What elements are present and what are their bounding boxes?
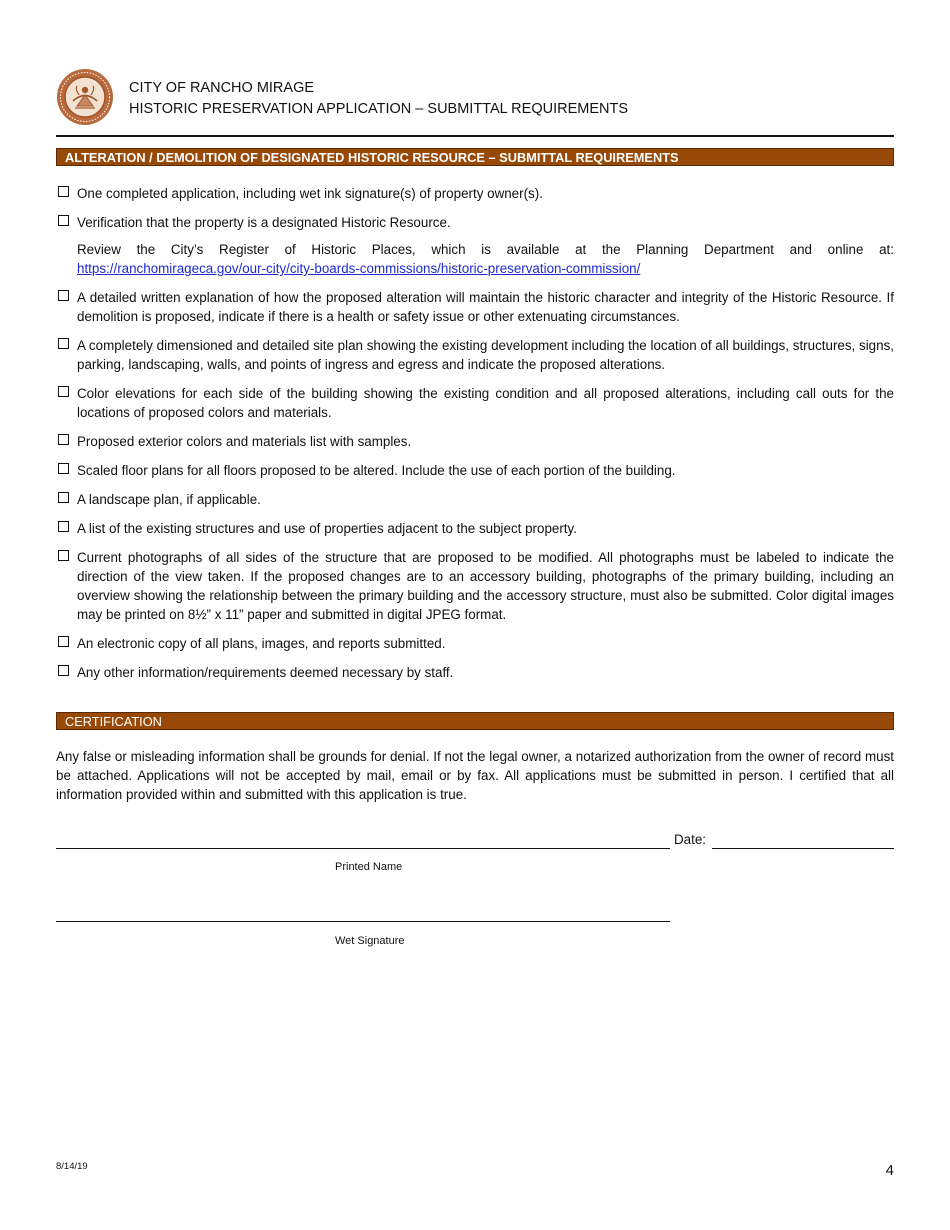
page-number: 4 xyxy=(885,1162,894,1179)
signature-label: Wet Signature xyxy=(335,935,405,947)
document-subtitle: HISTORIC PRESERVATION APPLICATION – SUBMITTAL REQUIREMENTS xyxy=(129,101,628,117)
printed-name-label: Printed Name xyxy=(335,861,403,873)
item-text: Proposed exterior colors and materials list with samples. xyxy=(77,434,412,449)
requirements-list xyxy=(56,184,894,692)
checkbox[interactable] xyxy=(58,186,69,197)
note-text: Review the City’s Register of Historic Places, which is available at the Planning Department and online at: xyxy=(77,242,894,257)
item-text: A list of the existing structures and use of properties adjacent to the subject property. xyxy=(77,521,577,536)
page-header xyxy=(56,68,894,134)
checkbox[interactable] xyxy=(58,463,69,474)
list-item xyxy=(56,288,894,326)
signature-field[interactable] xyxy=(56,921,670,922)
date-label: Date: xyxy=(674,832,707,847)
checkbox[interactable] xyxy=(58,550,69,561)
document-page xyxy=(56,0,894,1230)
list-item xyxy=(56,663,894,682)
section-heading-submittal: ALTERATION / DEMOLITION OF DESIGNATED HISTORIC RESOURCE – SUBMITTAL REQUIREMENTS xyxy=(56,148,894,166)
item-text: A landscape plan, if applicable. xyxy=(77,492,261,507)
checkbox[interactable] xyxy=(58,434,69,445)
header-text xyxy=(129,78,628,120)
city-seal-logo xyxy=(56,68,114,126)
item-text: A detailed written explanation of how the proposed alteration will maintain the historic character and integrity of the Historic Resource. If demolition is proposed, indicate if there is a health or safety issue or other extenuating circumstances. xyxy=(77,290,894,324)
checkbox[interactable] xyxy=(58,492,69,503)
checkbox[interactable] xyxy=(58,521,69,532)
list-item xyxy=(56,336,894,374)
item-text: One completed application, including wet ink signature(s) of property owner(s). xyxy=(77,186,543,201)
header-rule xyxy=(56,135,894,137)
section-heading-certification: CERTIFICATION xyxy=(56,712,894,730)
checkbox[interactable] xyxy=(58,665,69,676)
certification-text: Any false or misleading information shall be grounds for denial. If not the legal owner, a notarized authorization from the owner of record must be attached. Applications will not be accepted by mail, email or by fax. All applications must be submitted in person. I certified that all information provided within and submitted with this application is true. xyxy=(56,749,894,802)
checkbox[interactable] xyxy=(58,338,69,349)
item-text: An electronic copy of all plans, images, and reports submitted. xyxy=(77,636,446,651)
list-item xyxy=(56,432,894,451)
checkbox[interactable] xyxy=(58,290,69,301)
list-item xyxy=(56,461,894,480)
checkbox[interactable] xyxy=(58,386,69,397)
list-item xyxy=(56,213,894,232)
list-item xyxy=(56,548,894,624)
register-link[interactable]: https://ranchomirageca.gov/our-city/city-boards-commissions/historic-preservation-commission/ xyxy=(77,261,641,276)
item-text: Any other information/requirements deemed necessary by staff. xyxy=(77,665,454,680)
list-item xyxy=(56,519,894,538)
checkbox[interactable] xyxy=(58,636,69,647)
printed-name-field[interactable] xyxy=(56,848,670,849)
list-item xyxy=(56,490,894,509)
city-name: CITY OF RANCHO MIRAGE xyxy=(129,80,315,96)
register-note xyxy=(56,240,894,278)
checkbox[interactable] xyxy=(58,215,69,226)
list-item xyxy=(56,384,894,422)
item-text: Scaled floor plans for all floors proposed to be altered. Include the use of each portion of the building. xyxy=(77,463,676,478)
list-item xyxy=(56,184,894,203)
date-field[interactable] xyxy=(712,848,894,849)
revision-date: 8/14/19 xyxy=(56,1161,88,1172)
list-item xyxy=(56,634,894,653)
item-text: Color elevations for each side of the building showing the existing condition and all proposed alterations, including call outs for the locations of proposed colors and materials. xyxy=(77,386,894,420)
item-text: Verification that the property is a designated Historic Resource. xyxy=(77,215,451,230)
item-text: Current photographs of all sides of the structure that are proposed to be modified. All photographs must be labeled to indicate the direction of the view taken. If the proposed changes are to an accessory building, photographs of the primary building, including an overview showing the relationship between the primary building and the accessory structure, must also be submitted. Color digital images may be printed on 8½” x 11” paper and submitted in digital JPEG format. xyxy=(77,550,894,622)
item-text: A completely dimensioned and detailed site plan showing the existing development including the location of all buildings, structures, signs, parking, landscaping, walls, and points of ingress and egress and indicate the proposed alterations. xyxy=(77,338,894,372)
